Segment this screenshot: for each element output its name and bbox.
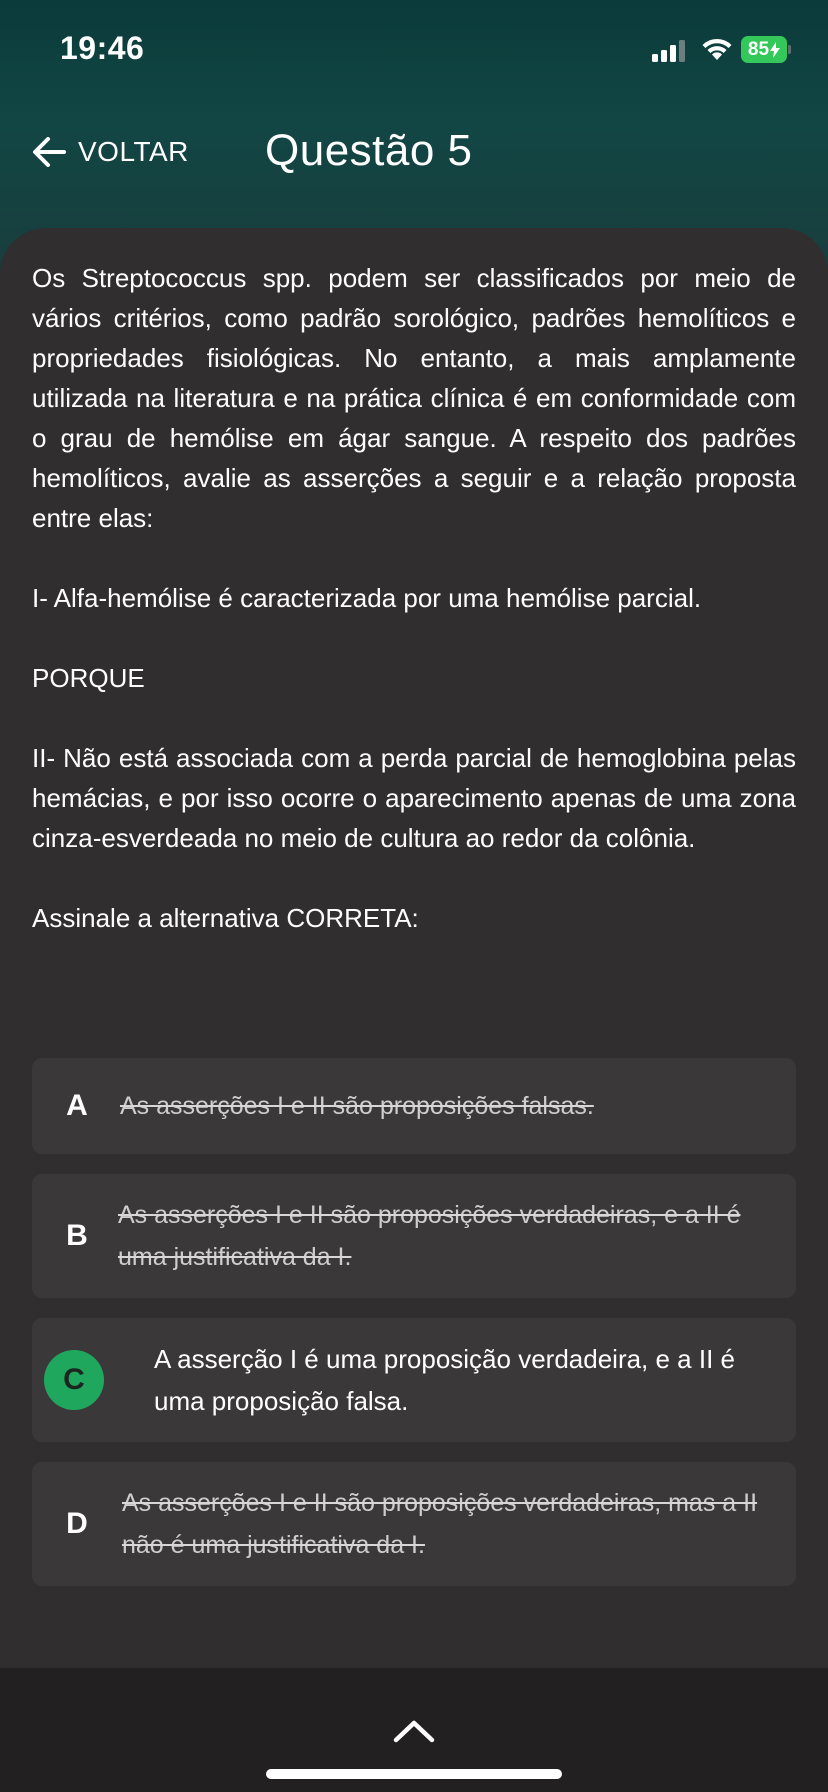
battery-tip xyxy=(788,45,791,54)
option-text: As asserções I e II são proposições verdadeiras, e a II é uma justificativa da I. xyxy=(118,1201,741,1271)
option-letter: B xyxy=(66,1219,88,1252)
option-d[interactable] xyxy=(32,1462,796,1586)
assertion-1: I- Alfa-hemólise é caracterizada por uma hemólise parcial. xyxy=(32,583,702,613)
battery-icon xyxy=(741,36,791,63)
wifi-icon xyxy=(700,36,734,62)
home-indicator xyxy=(266,1769,562,1779)
assertion-2: II- Não está associada com a perda parcial de hemoglobina pelas hemácias, e por isso ocorre o aparecimento apenas de uma zona cinza-esverdeada no meio de cultura ao redor da colônia. xyxy=(32,743,796,853)
status-bar xyxy=(0,0,828,100)
option-c[interactable] xyxy=(32,1318,796,1442)
status-time: 19:46 xyxy=(60,30,145,66)
option-text: As asserções I e II são proposições verdadeiras, mas a II não é uma justificativa da I. xyxy=(122,1489,758,1559)
question-text xyxy=(32,258,796,978)
charging-bolt-icon xyxy=(770,42,780,58)
page-title: Questão 5 xyxy=(265,126,473,175)
bottom-bar xyxy=(0,1668,828,1792)
option-text: A asserção I é uma proposição verdadeira, e a II é uma proposição falsa. xyxy=(154,1344,736,1416)
arrow-left-icon xyxy=(30,133,68,171)
question-stem: Os Streptococcus spp. podem ser classificados por meio de vários critérios, como padrão sorológico, padrões hemolíticos e propriedades fisiológicas. No entanto, a mais amplamente utilizada na literatura e na prática clínica é em conformidade com o grau de hemólise em ágar sangue. A respeito dos padrões hemolíticos, avalie as asserções a seguir e a relação proposta entre elas: xyxy=(32,263,796,533)
option-a[interactable] xyxy=(32,1058,796,1154)
back-button[interactable] xyxy=(30,128,189,176)
option-letter: D xyxy=(66,1507,88,1540)
correct-answer-badge: C xyxy=(44,1350,104,1410)
answer-options xyxy=(32,1058,796,1586)
option-letter: A xyxy=(66,1089,88,1122)
instruction-text: Assinale a alternativa CORRETA: xyxy=(32,903,419,933)
back-label: VOLTAR xyxy=(78,136,189,167)
battery-percent: 85 xyxy=(747,38,770,60)
battery-level xyxy=(741,36,787,63)
question-card xyxy=(0,228,828,1668)
connector-text: PORQUE xyxy=(32,663,145,693)
option-b[interactable] xyxy=(32,1174,796,1298)
chevron-up-icon[interactable] xyxy=(392,1718,436,1744)
option-text: As asserções I e II são proposições falsas. xyxy=(120,1092,594,1120)
cellular-signal-icon xyxy=(652,40,688,62)
